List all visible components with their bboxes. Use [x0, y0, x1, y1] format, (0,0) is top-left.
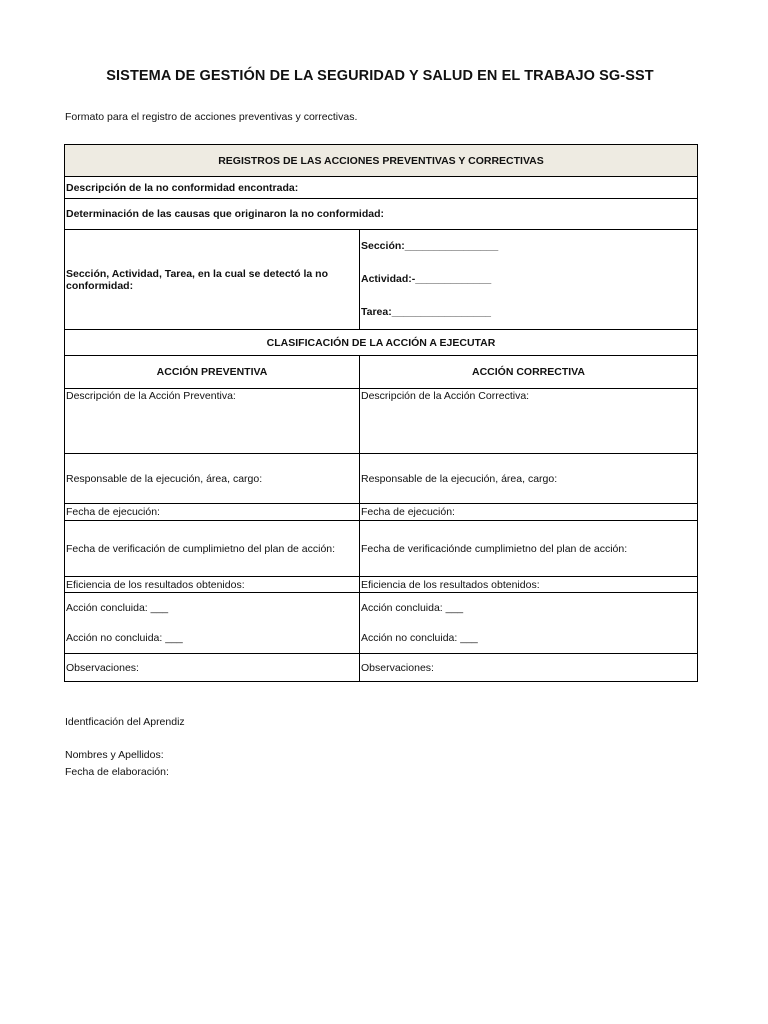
- names-field[interactable]: Nombres y Apellidos:: [65, 749, 164, 761]
- corrective-responsible-field[interactable]: Responsable de la ejecución, área, cargo:: [360, 454, 698, 504]
- corrective-concluded-field[interactable]: Acción concluida: ___: [361, 602, 464, 614]
- corrective-not-concluded-field[interactable]: Acción no concluida: ___: [361, 632, 478, 644]
- corrective-description-field[interactable]: Descripción de la Acción Correctiva:: [360, 389, 698, 454]
- document-title: SISTEMA DE GESTIÓN DE LA SEGURIDAD Y SALUD EN EL TRABAJO SG-SST: [106, 68, 654, 84]
- corrective-action-header: ACCIÓN CORRECTIVA: [360, 356, 698, 389]
- preventive-not-concluded-field[interactable]: Acción no concluida: ___: [66, 632, 183, 644]
- preventive-execution-date-field[interactable]: Fecha de ejecución:: [65, 504, 360, 521]
- corrective-observations-field[interactable]: Observaciones:: [360, 654, 698, 682]
- preventive-efficiency-field[interactable]: Eficiencia de los resultados obtenidos:: [65, 577, 360, 593]
- preventive-responsible-field[interactable]: Responsable de la ejecución, área, cargo:: [65, 454, 360, 504]
- location-label: Sección, Actividad, Tarea, en la cual se detectó la no conformidad:: [65, 230, 360, 330]
- location-fields: [360, 230, 698, 330]
- corrective-verification-date-field[interactable]: Fecha de verificaciónde cumplimietno del plan de acción:: [360, 521, 698, 577]
- preventive-observations-field[interactable]: Observaciones:: [65, 654, 360, 682]
- actividad-field[interactable]: Actividad:-_____________: [361, 273, 492, 285]
- preventive-status-cell: [65, 593, 360, 654]
- nonconformity-description-field[interactable]: Descripción de la no conformidad encontrada:: [65, 177, 698, 199]
- classification-header: CLASIFICACIÓN DE LA ACCIÓN A EJECUTAR: [65, 330, 698, 356]
- preventive-description-field[interactable]: Descripción de la Acción Preventiva:: [65, 389, 360, 454]
- preventive-concluded-field[interactable]: Acción concluida: ___: [66, 602, 169, 614]
- causes-determination-field[interactable]: Determinación de las causas que originaron la no conformidad:: [65, 199, 698, 230]
- elaboration-date-field[interactable]: Fecha de elaboración:: [65, 766, 169, 778]
- preventive-verification-date-field[interactable]: Fecha de verificación de cumplimietno del plan de acción:: [65, 521, 360, 577]
- form-header: REGISTROS DE LAS ACCIONES PREVENTIVAS Y CORRECTIVAS: [65, 145, 698, 177]
- seccion-field[interactable]: Sección:________________: [361, 240, 499, 252]
- actions-form-table: [64, 144, 698, 682]
- document-subtitle: Formato para el registro de acciones preventivas y correctivas.: [65, 111, 358, 123]
- corrective-efficiency-field[interactable]: Eficiencia de los resultados obtenidos:: [360, 577, 698, 593]
- apprentice-identification-label: Identficación del Aprendiz: [65, 716, 185, 728]
- corrective-execution-date-field[interactable]: Fecha de ejecución:: [360, 504, 698, 521]
- tarea-field[interactable]: Tarea:_________________: [361, 306, 492, 318]
- corrective-status-cell: [360, 593, 698, 654]
- preventive-action-header: ACCIÓN PREVENTIVA: [65, 356, 360, 389]
